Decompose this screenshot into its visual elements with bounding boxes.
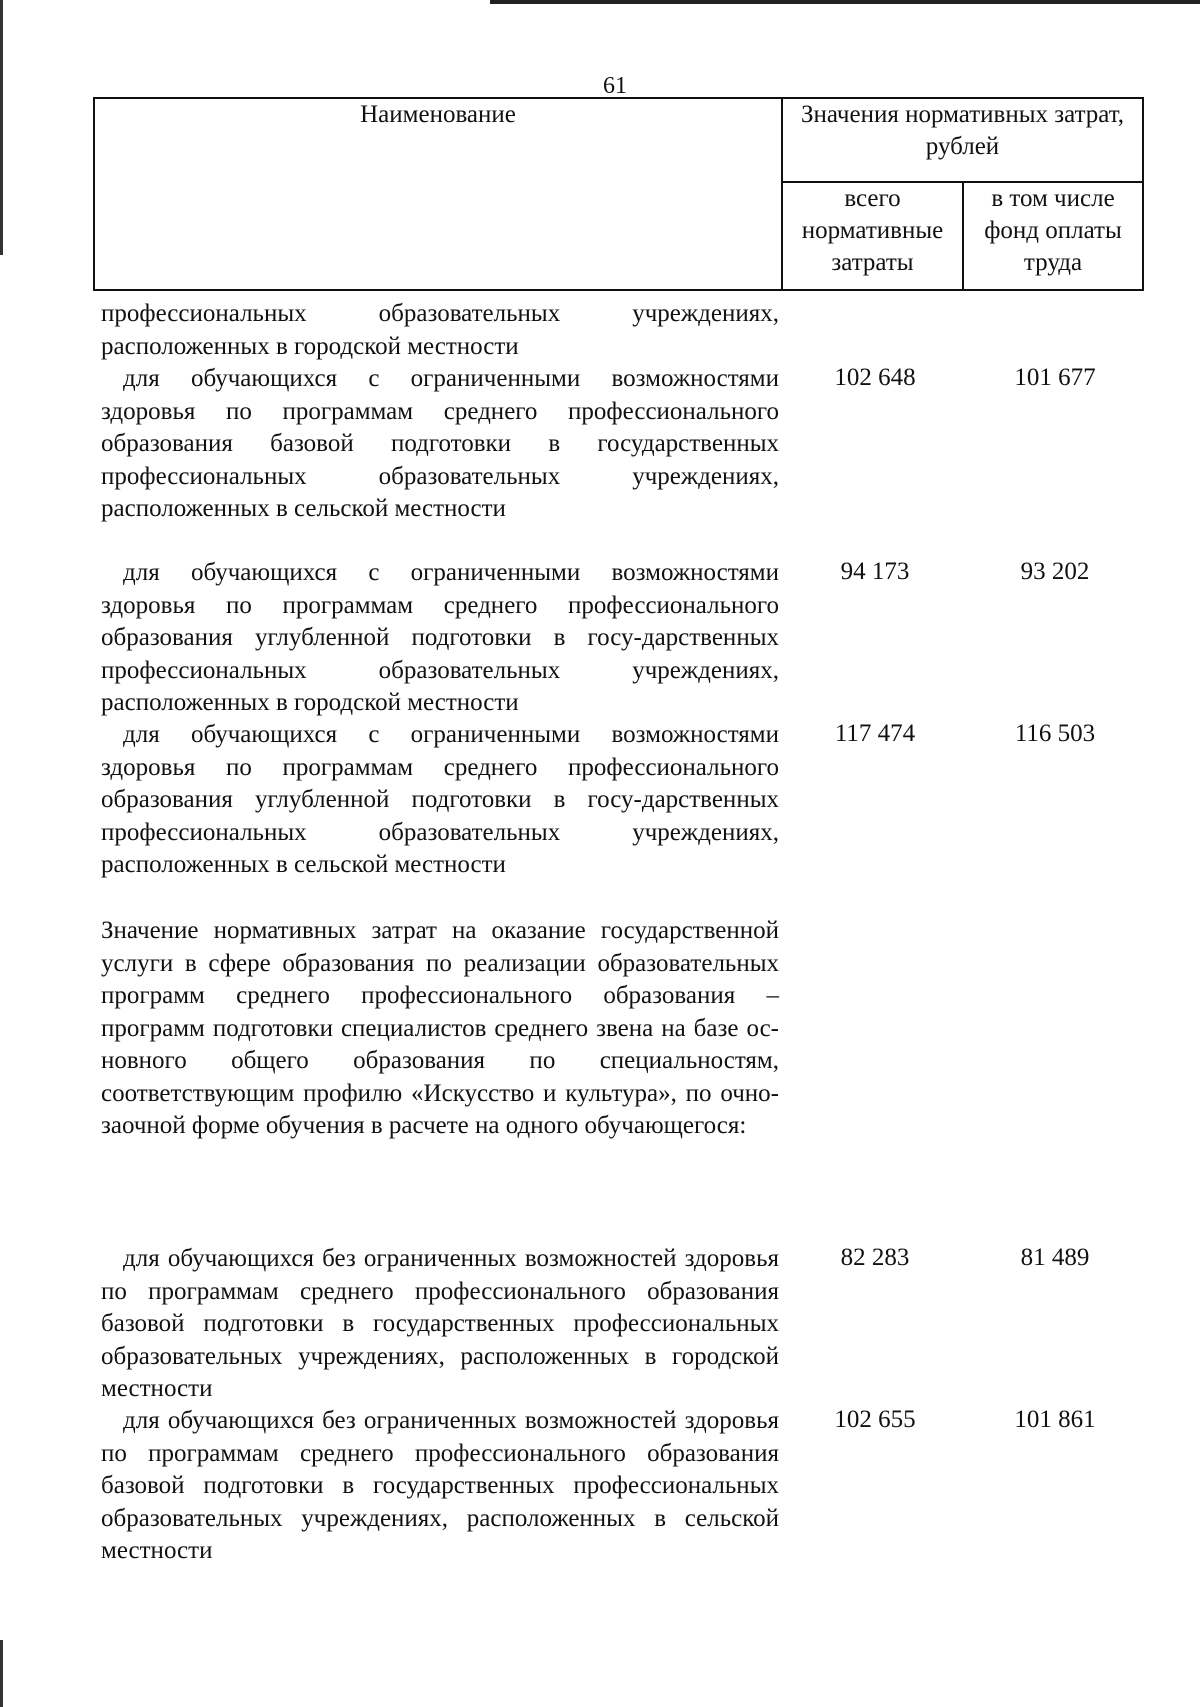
table-header — [93, 97, 1144, 291]
table-cell-wage: 81 489 — [1020, 1244, 1090, 1271]
table-cell-total: 117 474 — [834, 720, 916, 747]
table-cell-total: 102 655 — [834, 1406, 916, 1433]
table-row-text: для обучающихся без ограниченных возможностей здоровья по программам среднего профессионального образования базовой подготовки в государственных профессиональных образовательных учреждениях, расположенных в городской местности — [101, 1245, 779, 1402]
table-cell-total: 102 648 — [834, 364, 916, 391]
table-cell-total: 82 283 — [840, 1244, 910, 1271]
table-row-text: профессиональных образовательных учреждениях, расположенных в городской местности — [101, 300, 779, 360]
table-row-text: для обучающихся с ограниченными возможностями здоровья по программам среднего профессионального образования базовой подготовки в государственных профессиональных образовательных учреждениях, расположенных в сельской местности — [101, 365, 779, 522]
top-edge-line — [490, 0, 1200, 4]
table-row-text: Значение нормативных затрат на оказание государственной услуги в сфере образования по реализации образовательных программ среднего профессионального образования – программ подготовки специалистов среднего звена на базе ос-новного общего образования по специальностям, соответствующим профилю «Искусство и культура», по очно-заочной форме обучения в расчете на одного обучающегося: — [101, 917, 779, 1139]
table-cell-wage: 101 861 — [1014, 1406, 1096, 1433]
page-number: 61 — [603, 73, 627, 99]
header-values: Значения нормативных затрат, рублей — [783, 99, 1142, 183]
scan-edge-mark-bottom — [0, 1640, 3, 1707]
table-cell-wage: 116 503 — [1014, 720, 1096, 747]
scan-edge-mark-top — [0, 0, 3, 255]
table-cell-total: 94 173 — [840, 558, 910, 585]
header-name: Наименование — [95, 99, 783, 289]
table-row-text: для обучающихся без ограниченных возможностей здоровья по программам среднего профессионального образования базовой подготовки в государственных профессиональных образовательных учреждениях, расположенных в сельской местности — [101, 1407, 779, 1564]
table-cell-wage: 93 202 — [1020, 558, 1090, 585]
table-cell-wage: 101 677 — [1014, 364, 1096, 391]
header-total-costs: всего нормативные затраты — [783, 183, 964, 289]
header-wage-fund: в том числе фонд оплаты труда — [984, 185, 1122, 276]
table-row-text: для обучающихся с ограниченными возможностями здоровья по программам среднего профессионального образования углубленной подготовки в госу-дарственных профессиональных образовательных учреждениях, расположенных в городской местности — [101, 559, 779, 716]
table-row-text: для обучающихся с ограниченными возможностями здоровья по программам среднего профессионального образования углубленной подготовки в госу-дарственных профессиональных образовательных учреждениях, расположенных в сельской местности — [101, 721, 779, 878]
